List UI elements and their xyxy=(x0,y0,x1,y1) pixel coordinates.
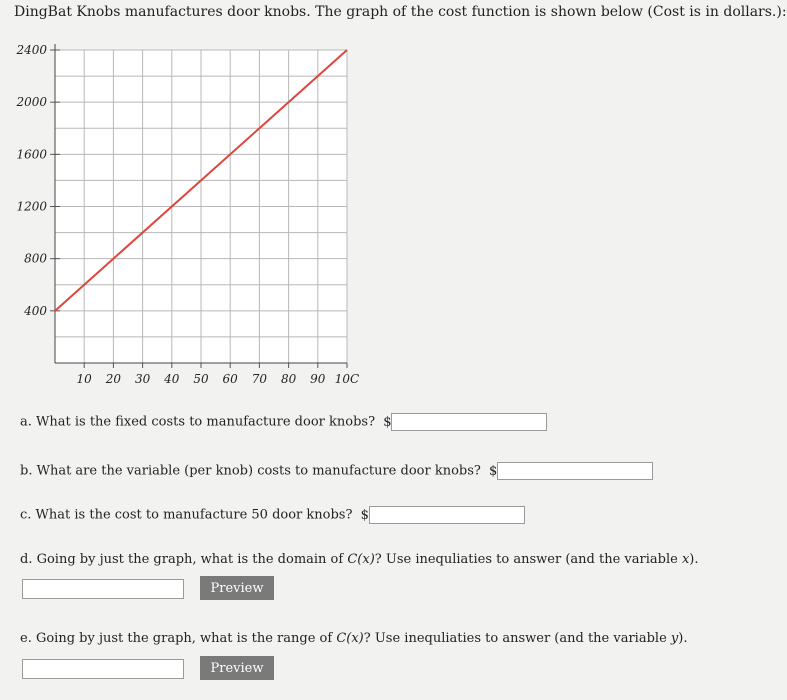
question-a-label: a. What is the fixed costs to manufacture door knobs? xyxy=(20,414,376,430)
variable-cost-input[interactable] xyxy=(498,463,652,479)
question-d-label-pre: d. Going by just the graph, what is the domain of xyxy=(20,552,348,567)
question-b-dollar: $ xyxy=(489,463,498,479)
x-tick-label: 40 xyxy=(164,372,180,386)
question-b-label: b. What are the variable (per knob) costs to manufacture door knobs? xyxy=(20,463,481,479)
x-tick-label: 30 xyxy=(134,372,151,386)
question-c-label: c. What is the cost to manufacture 50 door knobs? xyxy=(20,507,353,523)
x-tick-label: 20 xyxy=(105,372,122,386)
x-tick-label: 90 xyxy=(310,372,326,386)
grid xyxy=(55,50,347,363)
question-d-func: C(x) xyxy=(347,552,375,567)
fixed-cost-input[interactable] xyxy=(392,414,546,430)
range-input[interactable] xyxy=(23,662,183,680)
question-a-dollar: $ xyxy=(383,414,392,430)
question-d-label-post: ? Use inequliaties to answer (and the variable xyxy=(374,552,682,567)
question-a-answer-box xyxy=(391,413,547,431)
y-tick-label: 1600 xyxy=(16,147,47,162)
domain-input-box xyxy=(22,579,184,599)
x-tick-label: 60 xyxy=(222,372,238,386)
question-e xyxy=(20,630,687,648)
question-e-var: y xyxy=(670,631,679,646)
y-tick-label: 2400 xyxy=(16,43,47,57)
question-e-label-end: ). xyxy=(678,631,688,646)
question-c-dollar: $ xyxy=(360,507,369,523)
problem-intro: DingBat Knobs manufactures door knobs. The graph of the cost function is shown below (Cost is in dollars.): xyxy=(14,4,787,20)
x-tick-label: 10 xyxy=(76,372,92,386)
cost-50-input[interactable] xyxy=(370,507,524,523)
y-tick-label: 1200 xyxy=(16,199,47,214)
question-a xyxy=(20,413,547,432)
question-d xyxy=(20,551,699,569)
range-preview-button[interactable]: Preview xyxy=(200,656,274,680)
question-e-label-post: ? Use inequliaties to answer (and the variable xyxy=(363,631,671,646)
question-c xyxy=(20,506,525,525)
x-tick-label: 50 xyxy=(193,372,209,386)
x-tick-label: 10C xyxy=(334,372,360,386)
x-tick-label: 80 xyxy=(280,372,297,386)
domain-input[interactable] xyxy=(23,582,183,600)
question-c-answer-box xyxy=(369,506,525,524)
y-tick-label: 400 xyxy=(24,303,47,318)
y-tick-label: 800 xyxy=(24,251,47,266)
question-d-var: x xyxy=(681,552,690,567)
y-tick-label: 2000 xyxy=(16,95,47,110)
question-e-func: C(x) xyxy=(336,631,364,646)
range-input-box xyxy=(22,659,184,679)
question-e-label-pre: e. Going by just the graph, what is the range of xyxy=(20,631,337,646)
question-d-label-end: ). xyxy=(689,552,699,567)
x-tick-label: 70 xyxy=(251,372,268,386)
question-b-answer-box xyxy=(497,462,653,480)
domain-preview-button[interactable]: Preview xyxy=(200,576,274,600)
cost-function-graph xyxy=(0,30,380,390)
question-b xyxy=(20,462,653,481)
